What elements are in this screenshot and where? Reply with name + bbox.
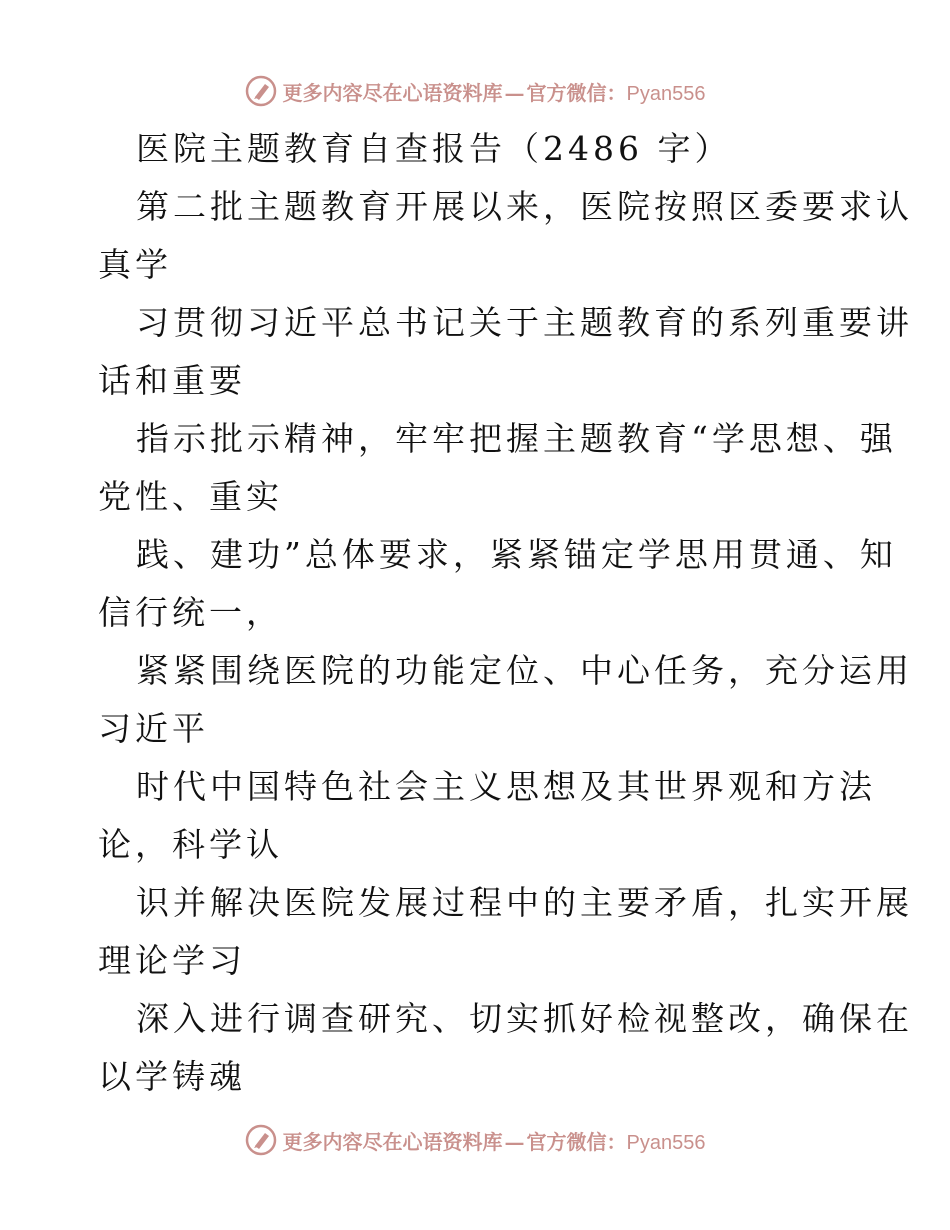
footer-banner-title: 更多内容尽在心语资料库 <box>282 1129 503 1154</box>
footer-banner-contact-id: Pyan556 <box>626 1131 706 1154</box>
paragraph-line: 习近平 <box>98 709 209 748</box>
paragraph-line: 时代中国特色社会主义思想及其世界观和方法 <box>136 767 876 806</box>
paragraph-line: 真学 <box>98 245 172 284</box>
header-watermark-banner <box>0 71 950 111</box>
paragraph-line: 论，科学认 <box>98 825 283 864</box>
paragraph-line: 第二批主题教育开展以来，医院按照区委要求认 <box>136 187 913 226</box>
paragraph-line: 习贯彻习近平总书记关于主题教育的系列重要讲 <box>136 303 913 342</box>
paragraph-line: 理论学习 <box>98 941 246 980</box>
document-title: 医院主题教育自查报告（2486 字） <box>136 129 732 168</box>
paragraph-line: 指示批示精神，牢牢把握主题教育“学思想、强 <box>136 419 897 458</box>
paragraph-line: 识并解决医院发展过程中的主要矛盾，扎实开展 <box>136 883 913 922</box>
footer-banner-dash: — <box>504 1129 525 1154</box>
paragraph-line: 信行统一， <box>98 593 283 632</box>
header-banner-title: 更多内容尽在心语资料库 <box>282 80 503 105</box>
paragraph-line: 话和重要 <box>98 361 246 400</box>
pen-nib-seal-icon <box>245 1124 277 1156</box>
paragraph-line: 深入进行调查研究、切实抓好检视整改，确保在 <box>136 999 913 1038</box>
footer-watermark-banner <box>0 1120 950 1160</box>
footer-banner-text <box>283 1126 706 1155</box>
header-banner-dash: — <box>504 80 525 105</box>
pen-nib-seal-icon <box>245 75 277 107</box>
paragraph-line: 党性、重实 <box>98 477 283 516</box>
paragraph-line: 紧紧围绕医院的功能定位、中心任务，充分运用 <box>136 651 913 690</box>
footer-banner-contact-label: 官方微信： <box>526 1129 627 1154</box>
header-banner-contact-label: 官方微信： <box>526 80 627 105</box>
document-body <box>98 120 913 1106</box>
header-banner-text <box>283 77 706 106</box>
paragraph-line: 践、建功”总体要求，紧紧锚定学思用贯通、知 <box>136 535 897 574</box>
paragraph-line: 以学铸魂 <box>98 1057 246 1096</box>
header-banner-contact-id: Pyan556 <box>626 82 706 105</box>
